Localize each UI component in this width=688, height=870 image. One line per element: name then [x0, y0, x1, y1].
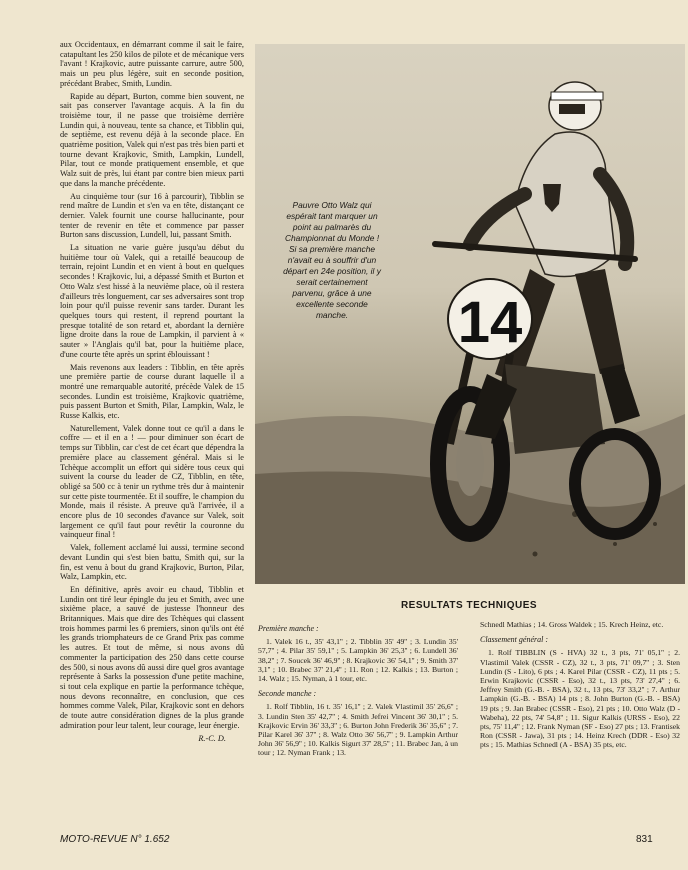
results-column-left	[258, 620, 458, 764]
general-classification-results: 1. Rolf TIBBLIN (S - HVA) 32 t., 3 pts, 71' 05,1'' ; 2. Vlastimil Valek (CSSR - CZ), 32 t., 3 pts, 71' 09,7'' ; 3. Sten Lundin (S - Lito), 6 pts ; 4. Karel Pilar (CSSR - CZ), 11 pts ; 5. Erwin Krajkovic (CSSR - Eso), 32 t., 13 pts, 73' 27,4'' ; 6. Jeffrey Smith (G.-B. - BSA), 32 t., 13 pts, 73' 33,2'' ; 7. Arthur Lampkin (G.-B. - BSA) 14 pts ; 8. John Burton (G.-B. - BSA) 19 pts ; 9. Jan Brabec (CSSR - Eso), 21 pts ; 10. Otto Walz (D - Wabeha), 22 pts, 74' 54,8'' ; 11. Sigur Kalkis (URSS - Eso), 22 pts, 75' 11,4'' ; 12. Frank Nyman (SF - Eso) 27 pts ; 13. Frantisek Ron (CSSR - Jawa), 31 pts ; 14. Heinz Krech (DDR - Eso) 32 pts ; 15. Mathias Schnedl (A - BSA) 35 pts, etc.	[480, 648, 680, 750]
photo-caption: Pauvre Otto Walz qui espérait tant marquer un point au palmarès du Championnat du Monde ! Si sa première manche n'avait eu à souffrir d'un départ en 24e position, il y serait certainement parvenu, grâce à une excellente seconde manche.	[283, 200, 381, 320]
article-paragraph: Au cinquième tour (sur 16 à parcourir), Tibblin se rend maître de Lundin et s'en va en tête, distançant ce dernier. Valek fournit une course hallucinante, pour tenter de revenir en tête et commence par passer Burton sans discussion, Lundell, lui, passant Smith.	[60, 191, 244, 240]
author-signature: R.-C. D.	[198, 733, 226, 743]
second-heat-results: 1. Rolf Tibblin, 16 t. 35' 16,1'' ; 2. Valek Vlastimil 35' 26,6'' ; 3. Lundin Sten 35' 42,7'' ; 4. Smith Jefrei Vincent 36' 30,1'' ; 5. Krajkovic Ervin 36' 33,3'' ; 6. Burton John Frederik 36' 35,6'' ; 7. Pilar Karel 36' 37'' ; 8. Walz Otto 36' 56,7'' ; 9. Lampkin Arthur John 36' 56,9'' ; 10. Kalkis Sigurt 37' 28,5'' ; 11. Brabec Jan, à un tour ; 12. Nyman Frank ; 13.	[258, 702, 458, 758]
magazine-issue: MOTO-REVUE N° 1.652	[60, 834, 170, 845]
results-column-right	[480, 620, 680, 756]
second-heat-continuation: Schnedl Mathias ; 14. Gross Waldek ; 15. Krech Heinz, etc.	[480, 620, 664, 629]
article-paragraph: Rapide au départ, Burton, comme bien souvent, ne sait pas conserver l'avantage acquis. A la fin du troisième tour, il ne passe que troisième derrière Lundin qui, à nouveau, tente sa chance, et Tibblin qui, de septième, est revenu déjà à la seconde place. En quatrième position, Valek qui n'est pas très bien parti et tourne devant Krajkovic, Smith, Lampkin, Lundell, Pilar, tout ce monde pratiquement ensemble, et que Walz suit de près, lui étant par contre bien mieux parti que dans la manche précédente.	[60, 91, 244, 188]
first-heat-heading: Première manche :	[258, 624, 319, 633]
number-plate-digits: 14	[457, 290, 523, 355]
general-classification-heading: Classement général :	[480, 635, 548, 645]
article-paragraph: Naturellement, Valek donne tout ce qu'il a dans le coffre — et il en a ! — pour diminuer son écart de temps sur Tibblin, car c'est de cet écart que dépendra la première place au classement général. Mais si le Tchèque accomplit un effort qui sidère tous ceux qui suivent la course du leader de CZ, Tibblin, en tête, obligé sa 500 cc à tenir un rythme très dur à maintenir sur cette piste tourmentée. Et il souffre, le champion du Monde, mais il résiste. A preuve qu'à l'arrivée, il a encore plus de 10 secondes d'avance sur Valek, soit largement ce qu'il faut pour revêtir la couronne du vainqueur final !	[60, 423, 244, 540]
first-heat-results: 1. Valek 16 t., 35' 43,1'' ; 2. Tibblin 35' 49'' ; 3. Lundin 35' 57,7'' ; 4. Pilar 35' 59,1'' ; 5. Lampkin 36' 25,3'' ; 6. Lundell 36' 38,2'' ; 7. Soucek 36' 46,9'' ; 8. Krajkovic 36' 54,1'' ; 9. Smith 37' 3,1'' ; 10. Brabec 37' 21,4'' ; 11. Ron ; 12. Kalkis ; 13. Burton ; 14. Walz ; 15. Nyman, à 1 tour, etc.	[258, 637, 458, 684]
results-title: RESULTATS TECHNIQUES	[400, 600, 538, 611]
article-paragraph: En définitive, après avoir eu chaud, Tibblin et Lundin ont tiré leur épingle du jeu et Smith, avec une sixième place, a sauvé de justesse l'honneur des Britanniques. Mais que dire des Tchèques qui classent trois hommes parmi les 6 premiers, sinon qu'ils ont été les grands triomphateurs de ce Grand Prix pas comme les autres. Et tout de même, si nous avons dû commenter la participation des 250 dans cette course des 500, si nous avons dû aussi dire quel gros avantage représente à Sarks la possession d'une petite machine, si tout cela explique en partie la performance tchèque, nous devons reconnaître, en conclusion, que ces hommes comme Valek, Pilar, Krajkovic sont en dehors de toute autre considération dignes de la plus grande admiration pour leur talent, leur courage, leur énergie.	[60, 584, 244, 730]
article-paragraph: aux Occidentaux, en démarrant comme il sait le faire, catapultant les 250 kilos de pilote et de mécanique vers l'avant ! Krajkovic, autre puissante carrure, autre 500, mais un peu plus légère, suit en seconde position, précédant Brabec, Smith, Lundin.	[60, 40, 244, 88]
article-paragraph: Valek, follement acclamé lui aussi, termine second devant Lundin qui s'est bien battu, Smith qui, sur la fin, est venu à bout du grand Krajkovic, Burton, Pilar, Walz, Lampkin, etc.	[60, 543, 244, 582]
article-paragraph: Mais revenons aux leaders : Tibblin, en tête après une première partie de course durant laquelle il a montré une remarquable autorité, précède Valek de 15 secondes. Lundin est troisième, Krajkovic quatrième, puis passent Burton et Smith, Pilar, Lampkin, Walz, le Russe Kalkis, etc.	[60, 362, 244, 421]
article-paragraph: La situation ne varie guère jusqu'au début du huitième tour où Valek, qui a retaillé beaucoup de terrain, rejoint Lundin et en vient à bout en quelques secondes ! Krajkovic, lui, a dépassé Smith et Burton et Otto Walz s'est hissé à la neuvième place, où il restera d'ailleurs très longuement, car ses adversaires sont trop loin pour qu'il puisse revenir sans tarder. Durant les quelques tours qui restent, il reprend pourtant la presque totalité de son retard et, abordant la dernière ligne droite dans la roue de Lampkin, il parvient à « sauter » l'Anglais qu'il bat, pour la huitième place, d'une courte tête après un sprint éblouissant !	[60, 243, 244, 359]
second-heat-heading: Seconde manche :	[258, 689, 317, 699]
page-number: 831	[636, 834, 653, 845]
article-column	[60, 40, 244, 746]
